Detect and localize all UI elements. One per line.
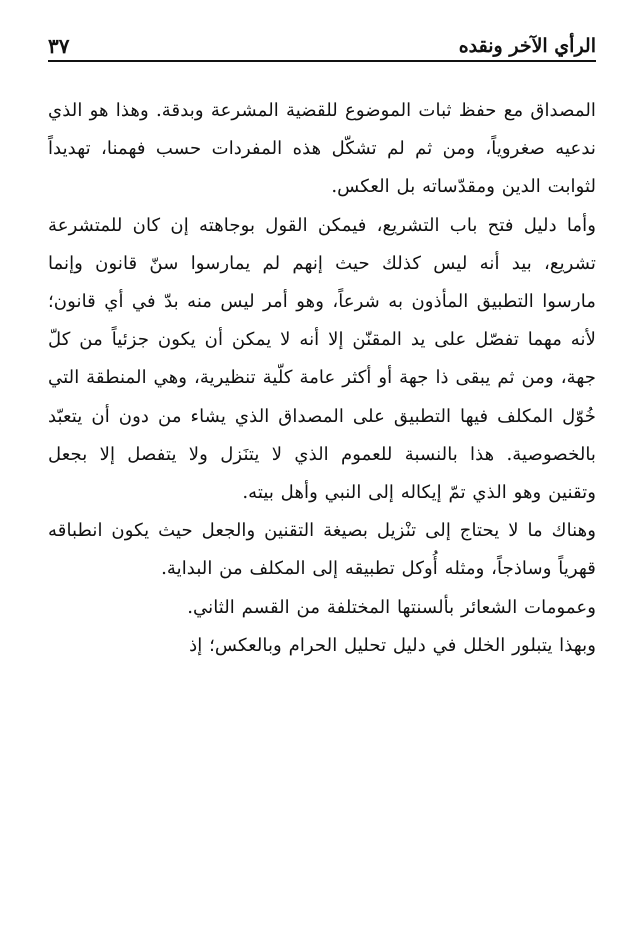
page-number: ٣٧ — [48, 34, 70, 58]
paragraph-2: وأما دليل فتح باب التشريع، فيمكن القول بوجاهته إن كان للمتشرعة تشريع، بيد أنه ليس كذلك حيث إنهم لم يمارسوا سنّ قانون وإنما مارسوا التطبيق المأذون به شرعاً، وهو أمر ليس منه بدّ في أي قانون؛ لأنه مهما تفصّل على يد المقنّن إلا أنه لا يمكن أن يكون جزئياً من كلّ جهة، ومن ثم يبقى ذا جهة أو أكثر عامة كلّية تنظيرية، وهي المنطقة التي خُوّل المكلف فيها التطبيق على المصداق الذي يشاء من دون أن يتعبّد بالخصوصية. هذا بالنسبة للعموم الذي لا يتنَزل ولا يتفصل إلا بجعل وتقنين وهو الذي تمّ إيكاله إلى النبي وأهل بيته. — [48, 214, 596, 504]
running-header — [48, 30, 596, 62]
paragraph-5: وبهذا يتبلور الخلل في دليل تحليل الحرام وبالعكس؛ إذ — [189, 634, 596, 656]
paragraph-4: وعمومات الشعائر بألسنتها المختلفة من القسم الثاني. — [187, 596, 596, 618]
paragraph-3: وهناك ما لا يحتاج إلى تنْزيل بصيغة التقنين والجعل حيث يكون انطباقه قهرياً وساذجاً، ومثله أُوكل تطبيقه إلى المكلف من البداية. — [48, 520, 596, 580]
body-text — [48, 92, 596, 665]
paragraph-1: المصداق مع حفظ ثبات الموضوع للقضية المشرعة وبدقة. وهذا هو الذي ندعيه صغروياً، ومن ثم لم تشكّل هذه المفردات حسب فهمنا، تهديداً لثوابت الدين ومقدّساته بل العكس. — [48, 100, 596, 198]
book-page — [48, 30, 596, 910]
header-title: الرأي الآخر ونقده — [458, 35, 596, 57]
